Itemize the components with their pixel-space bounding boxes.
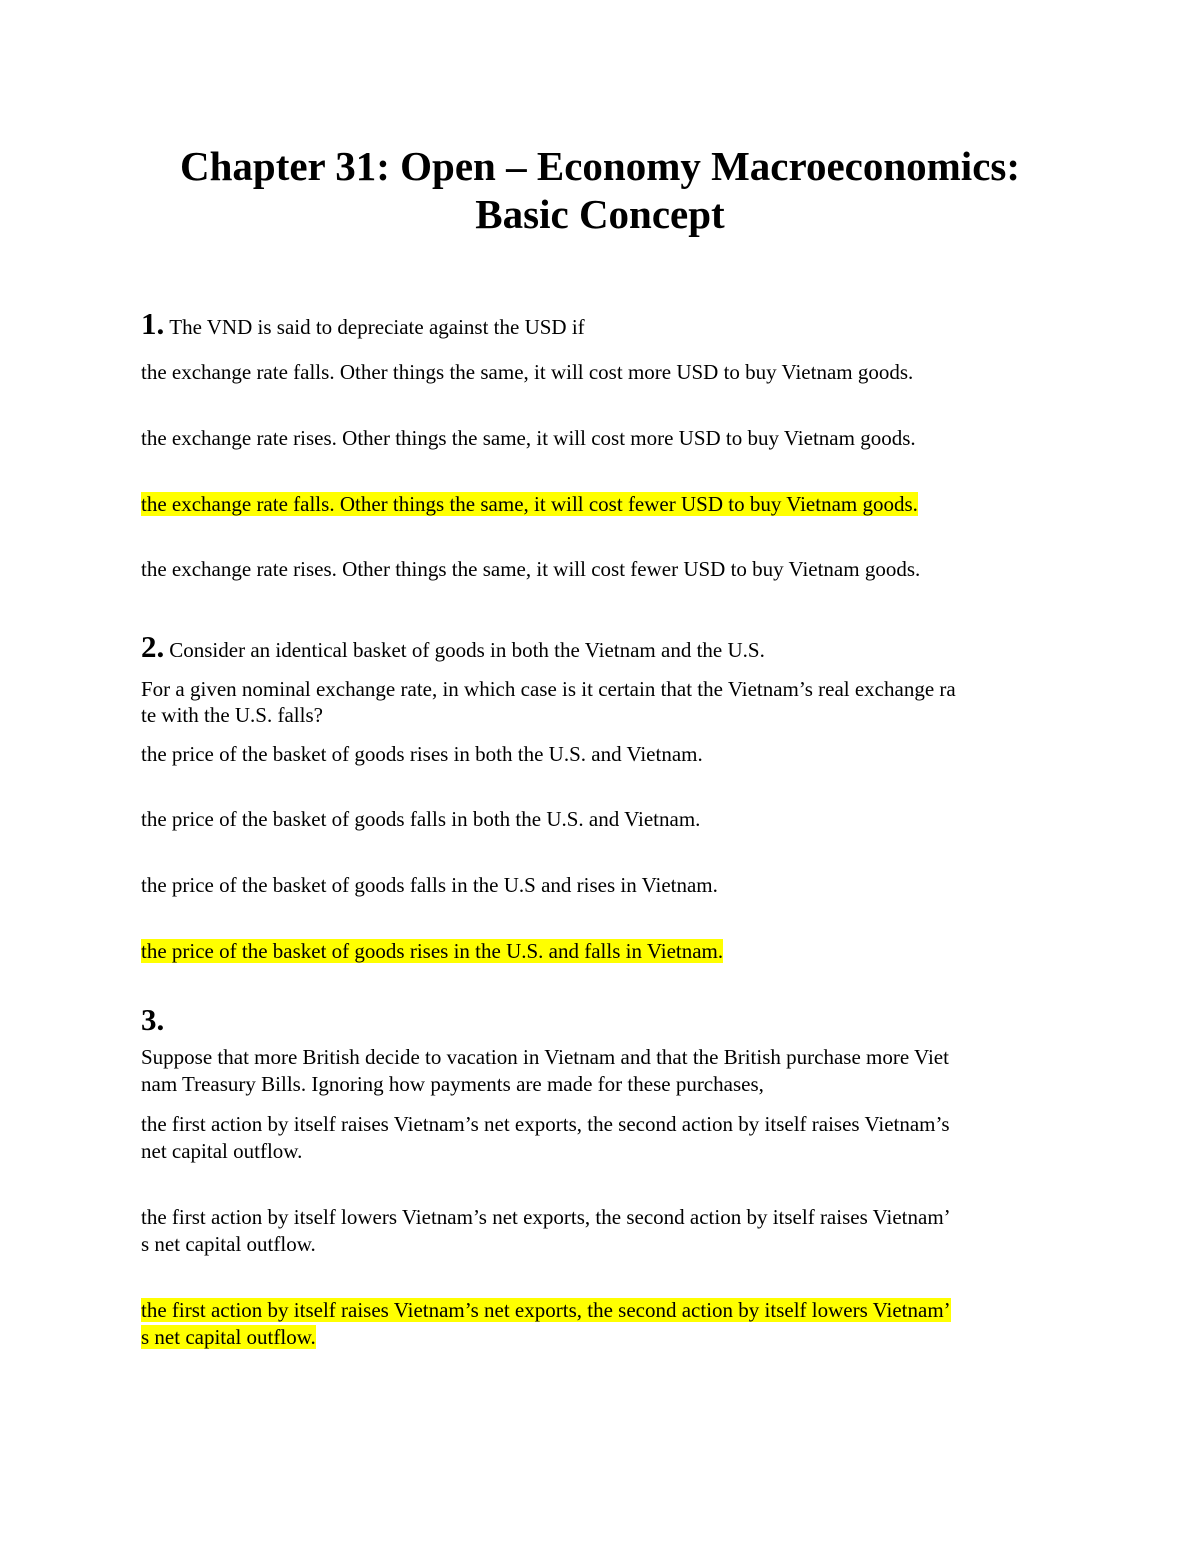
option-text: the exchange rate falls. Other things the same, it will cost more USD to buy Vietnam goods.	[141, 360, 914, 384]
question-2-option	[141, 741, 1061, 768]
question-3-number-line	[141, 1002, 1061, 1037]
question-3-option-line-2: s net capital outflow.	[141, 1232, 316, 1256]
option-text: the price of the basket of goods rises in both the U.S. and Vietnam.	[141, 742, 703, 766]
chapter-title	[0, 142, 1200, 238]
question-3-stem-line-1: Suppose that more British decide to vacation in Vietnam and that the British purchase more Viet	[141, 1045, 949, 1069]
question-2-option	[141, 872, 1061, 899]
highlighted-answer-text: the exchange rate falls. Other things the same, it will cost fewer USD to buy Vietnam goods.	[141, 492, 918, 516]
question-2-stem	[141, 629, 1061, 664]
chapter-title-line-1: Chapter 31: Open – Economy Macroeconomics:	[179, 143, 1021, 189]
question-1-option	[141, 425, 1061, 452]
option-text: the exchange rate rises. Other things the same, it will cost more USD to buy Vietnam goods.	[141, 426, 916, 450]
question-2-option	[141, 806, 1061, 833]
question-3-option-answer-line-2	[141, 1324, 1061, 1351]
option-text: the price of the basket of goods falls in the U.S and rises in Vietnam.	[141, 873, 718, 897]
option-text: the price of the basket of goods falls in both the U.S. and Vietnam.	[141, 807, 701, 831]
question-1-stem-text: The VND is said to depreciate against the USD if	[169, 315, 585, 339]
question-1-stem	[141, 306, 1061, 341]
question-2-number: 2.	[141, 629, 165, 664]
question-3-option-line-1: the first action by itself raises Vietnam’s net exports, the second action by itself raises Vietnam’s	[141, 1112, 950, 1136]
highlighted-answer-text: the price of the basket of goods rises in the U.S. and falls in Vietnam.	[141, 939, 724, 963]
question-3-number: 3.	[141, 1002, 165, 1037]
question-2-prompt-line-1: For a given nominal exchange rate, in which case is it certain that the Vietnam’s real exchange ra	[141, 677, 956, 701]
question-2-option-answer	[141, 938, 1061, 965]
question-2-stem-text: Consider an identical basket of goods in both the Vietnam and the U.S.	[169, 638, 765, 662]
question-1-option-answer	[141, 491, 1061, 518]
question-2-prompt-line-2: te with the U.S. falls?	[141, 703, 323, 727]
question-1-option	[141, 359, 1061, 386]
question-3-option-line-2: net capital outflow.	[141, 1139, 303, 1163]
question-3-option-line-1: the first action by itself lowers Vietnam’s net exports, the second action by itself raises Vietnam’	[141, 1205, 951, 1229]
highlighted-answer-text: s net capital outflow.	[141, 1325, 316, 1349]
question-3-option-answer-line-1	[141, 1297, 1061, 1324]
option-text: the exchange rate rises. Other things the same, it will cost fewer USD to buy Vietnam goods.	[141, 557, 921, 581]
chapter-title-line-2: Basic Concept	[475, 191, 725, 237]
question-1-option	[141, 556, 1061, 583]
highlighted-answer-text: the first action by itself raises Vietnam’s net exports, the second action by itself lowers Vietnam’	[141, 1298, 951, 1322]
question-3-stem-line-2: nam Treasury Bills. Ignoring how payments are made for these purchases,	[141, 1072, 764, 1096]
question-1-number: 1.	[141, 306, 165, 341]
